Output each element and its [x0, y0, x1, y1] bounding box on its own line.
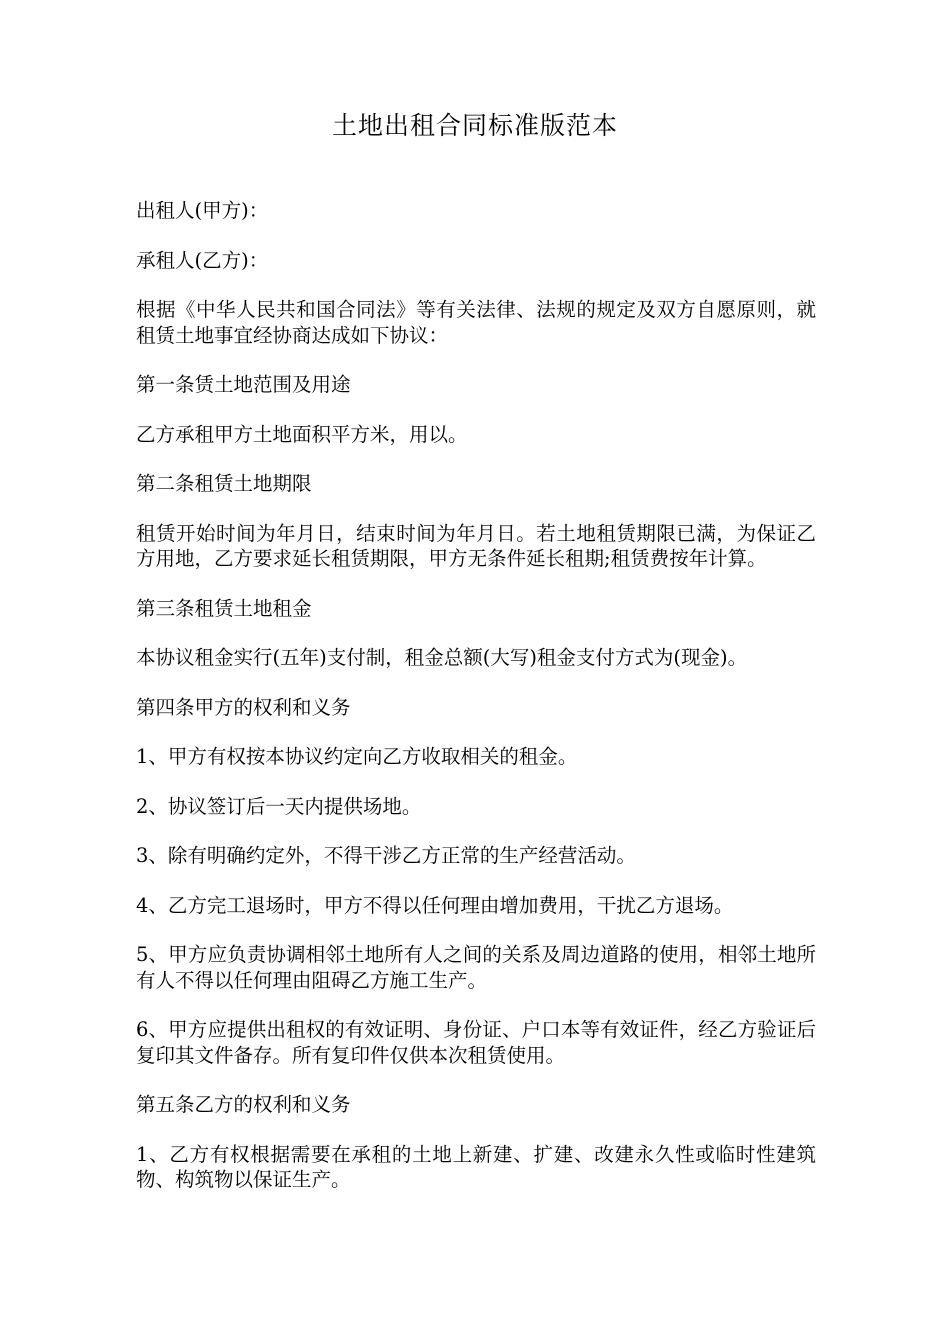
article-4-item-5: 5、甲方应负责协调相邻土地所有人之间的关系及周边道路的使用，相邻土地所有人不得以任何理由阻碍乙方施工生产。	[136, 943, 816, 992]
article-4-item-3: 3、除有明确约定外，不得干涉乙方正常的生产经营活动。	[136, 844, 636, 867]
article-4-item-6: 6、甲方应提供出租权的有效证明、身份证、户口本等有效证件，经乙方验证后复印其文件备存。所有复印件仅供本次租赁使用。	[136, 1018, 816, 1067]
article-3-heading: 第三条租赁土地租金	[136, 596, 312, 620]
party-lessee-line: 承租人(乙方)：	[136, 248, 269, 272]
article-4-item-2: 2、协议签订后一天内提供场地。	[136, 794, 422, 818]
party-lessor-line: 出租人(甲方)：	[136, 199, 269, 222]
article-3-text: 本协议租金实行(五年)支付制，租金总额(大写)租金支付方式为(现金)。	[136, 646, 748, 669]
article-2-heading: 第二条租赁土地期限	[136, 472, 312, 495]
article-5-heading: 第五条乙方的权利和义务	[136, 1093, 351, 1116]
article-4-heading: 第四条甲方的权利和义务	[136, 695, 351, 719]
preamble-paragraph: 根据《中华人民共和国合同法》等有关法律、法规的规定及双方自愿原则，就租赁土地事宜经协商达成如下协议：	[136, 298, 816, 347]
document-body	[136, 198, 816, 1217]
article-2-text: 租赁开始时间为年月日，结束时间为年月日。若土地租赁期限已满，为保证乙方用地，乙方要求延长租赁期限，甲方无条件延长租期;租赁费按年计算。	[136, 521, 816, 570]
article-1-heading: 第一条赁土地范围及用途	[136, 373, 351, 396]
article-4-item-4: 4、乙方完工退场时，甲方不得以任何理由增加费用，干扰乙方退场。	[136, 893, 734, 917]
article-4-item-1: 1、甲方有权按本协议约定向乙方收取相关的租金。	[136, 745, 578, 768]
article-1-text: 乙方承租甲方土地面积平方米，用以。	[136, 422, 468, 446]
article-5-item-1: 1、乙方有权根据需要在承租的土地上新建、扩建、改建永久性或临时性建筑物、构筑物以保证生产。	[136, 1142, 816, 1191]
document-title: 土地出租合同标准版范本	[331, 111, 618, 140]
